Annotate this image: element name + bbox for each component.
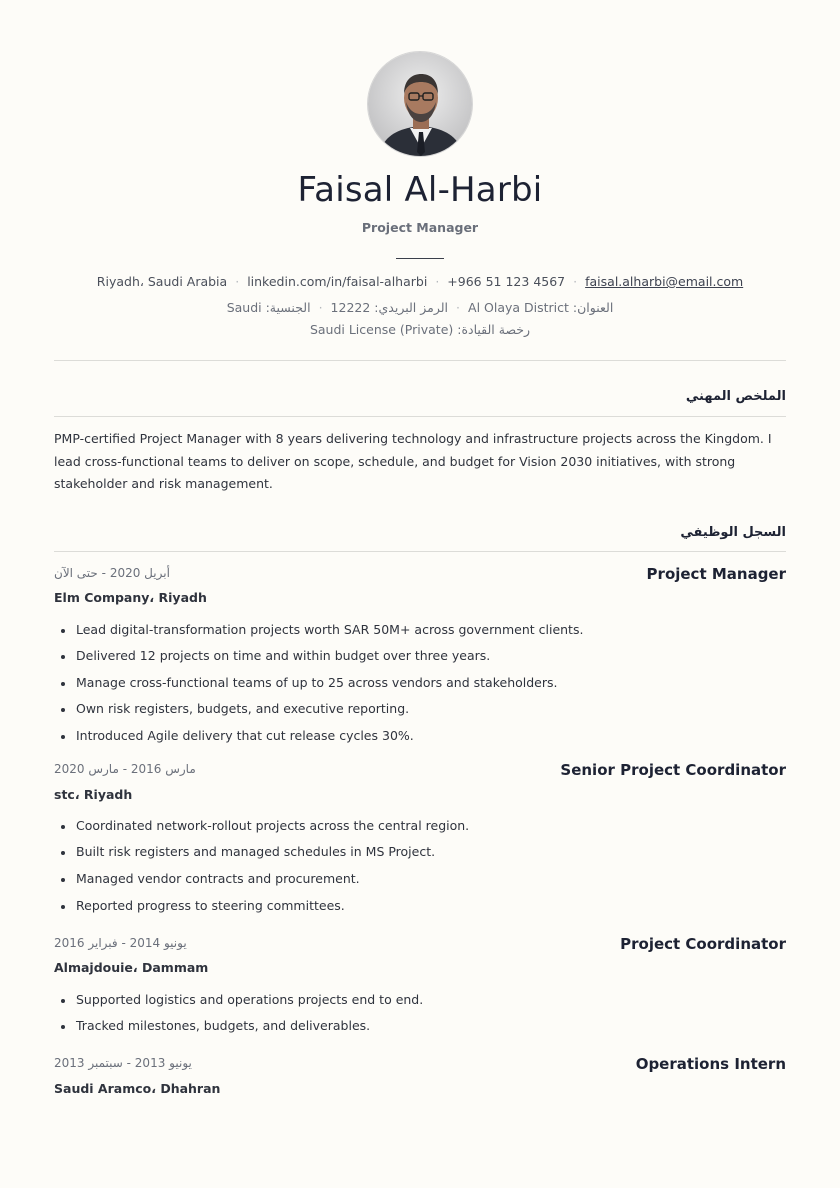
experience-heading: السجل الوظيفي	[680, 525, 786, 540]
job-bullet: Coordinated network-rollout projects across the central region.	[76, 818, 470, 833]
separator-dot: ·	[318, 300, 323, 315]
job-bullet: Own risk registers, budgets, and executive reporting.	[76, 701, 410, 716]
job-bullet: Introduced Agile delivery that cut release cycles 30%.	[76, 728, 414, 743]
job-dates: أبريل 2020 - حتى الآن	[54, 566, 170, 580]
contact-line-2	[0, 300, 840, 315]
job-bullet: Manage cross-functional teams of up to 25 across vendors and stakeholders.	[76, 675, 558, 690]
separator-dot: ·	[573, 274, 578, 289]
candidate-name: Faisal Al-Harbi	[297, 170, 543, 210]
job-bullet: Tracked milestones, budgets, and deliverables.	[76, 1018, 371, 1033]
job-company: Saudi Aramco، Dhahran	[54, 1081, 221, 1096]
candidate-role: Project Manager	[361, 220, 479, 235]
separator-dot: ·	[456, 300, 461, 315]
job-title: Project Manager	[646, 565, 786, 583]
job-title: Senior Project Coordinator	[560, 761, 786, 779]
job-bullet: Managed vendor contracts and procurement.	[76, 871, 360, 886]
summary-text: PMP-certified Project Manager with 8 years delivering technology and infrastructure projects across the Kingdom. I lead cross-functional teams to deliver on scope, schedule, and budget for Vision 2030 initiatives, with strong stakeholder and risk management.	[54, 431, 772, 491]
job-bullet: Lead digital-transformation projects worth SAR 50M+ across government clients.	[76, 622, 584, 637]
experience-rule	[54, 551, 786, 552]
location-text: Riyadh، Saudi Arabia	[96, 274, 228, 289]
address-text: العنوان: Al Olaya District	[468, 300, 614, 315]
job-bullet: Supported logistics and operations projects end to end.	[76, 992, 424, 1007]
job-bullet: Delivered 12 projects on time and within budget over three years.	[76, 648, 491, 663]
job-title: Operations Intern	[635, 1055, 786, 1073]
job-company: Elm Company، Riyadh	[54, 590, 207, 605]
contact-line-3	[0, 322, 840, 337]
nationality-text: الجنسية: Saudi	[226, 300, 311, 315]
summary-heading: الملخص المهني	[685, 389, 786, 404]
job-dates: مارس 2016 - مارس 2020	[54, 762, 196, 776]
profile-photo	[367, 51, 473, 157]
header-divider	[396, 258, 444, 259]
separator-dot: ·	[235, 274, 240, 289]
separator-dot: ·	[435, 274, 440, 289]
header-bottom-rule	[54, 360, 786, 361]
job-company: Almajdouie، Dammam	[54, 960, 209, 975]
contact-line-1	[0, 274, 840, 289]
license-text: رخصة القيادة: Saudi License (Private)	[309, 322, 531, 337]
job-bullet: Built risk registers and managed schedules in MS Project.	[76, 844, 436, 859]
summary-rule	[54, 416, 786, 417]
phone-text: +966 51 123 4567	[447, 274, 566, 289]
linkedin-link[interactable]: linkedin.com/in/faisal-alharbi	[247, 274, 428, 289]
job-company: stc، Riyadh	[54, 787, 133, 802]
postal-code-text: الرمز البريدي: 12222	[330, 300, 449, 315]
job-dates: يونيو 2014 - فبراير 2016	[54, 936, 187, 950]
job-title: Project Coordinator	[620, 935, 786, 953]
job-dates: يونيو 2013 - سبتمبر 2013	[54, 1056, 192, 1070]
job-bullet: Reported progress to steering committees.	[76, 898, 345, 913]
email-link[interactable]: faisal.alharbi@email.com	[585, 274, 744, 289]
